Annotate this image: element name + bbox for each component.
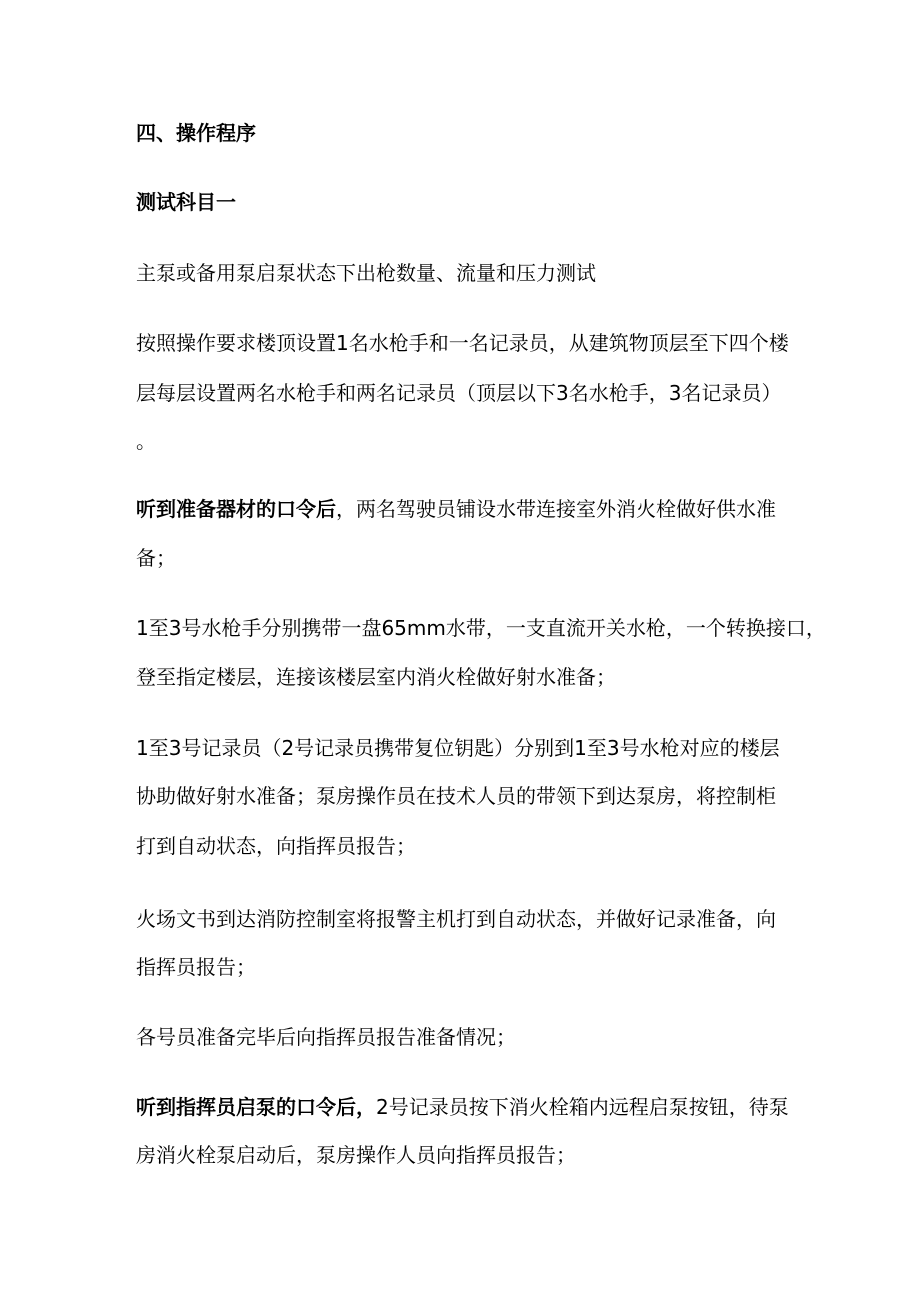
- paragraph-7-line-1: [136, 1094, 789, 1120]
- paragraph-4-line-1: 1至3号记录员（2号记录员携带复位钥匙）分别到1至3号水枪对应的楼层: [136, 736, 780, 760]
- paragraph-5-line-1: 火场文书到达消防控制室将报警主机打到自动状态，并做好记录准备，向: [136, 907, 776, 931]
- subject-description: 主泵或备用泵启泵状态下出枪数量、流量和压力测试: [136, 261, 596, 285]
- paragraph-4-line-3: 打到自动状态，向指挥员报告；: [136, 834, 416, 858]
- paragraph-2-line-1: [136, 496, 776, 522]
- paragraph-2-line-1-rest: ，两名驾驶员铺设水带连接室外消火栓做好供水准: [336, 497, 776, 521]
- paragraph-2-lead: 听到准备器材的口令后: [136, 497, 336, 521]
- paragraph-7-lead: 听到指挥员启泵的口令后，: [136, 1095, 376, 1119]
- paragraph-1-line-2: 层每层设置两名水枪手和两名记录员（顶层以下3名水枪手，3名记录员）: [136, 381, 782, 405]
- section-title: 四、操作程序: [136, 121, 256, 145]
- paragraph-3-line-1: 1至3号水枪手分别携带一盘65mm水带，一支直流开关水枪，一个转换接口，: [136, 616, 826, 640]
- paragraph-4-line-2: 协助做好射水准备；泵房操作员在技术人员的带领下到达泵房，将控制柜: [136, 784, 776, 808]
- paragraph-1-line-1: 按照操作要求楼顶设置1名水枪手和一名记录员，从建筑物顶层至下四个楼: [136, 331, 789, 355]
- paragraph-3-line-2: 登至指定楼层，连接该楼层室内消火栓做好射水准备；: [136, 665, 616, 689]
- paragraph-5-line-2: 指挥员报告；: [136, 955, 256, 979]
- paragraph-7-line-1-rest: 2号记录员按下消火栓箱内远程启泵按钮，待泵: [376, 1095, 789, 1119]
- paragraph-6-line-1: 各号员准备完毕后向指挥员报告准备情况；: [136, 1025, 516, 1049]
- paragraph-7-line-2: 房消火栓泵启动后，泵房操作人员向指挥员报告；: [136, 1143, 576, 1167]
- paragraph-1-line-3: 。: [136, 429, 156, 453]
- subject-title: 测试科目一: [136, 190, 236, 214]
- paragraph-2-line-2: 备；: [136, 546, 176, 570]
